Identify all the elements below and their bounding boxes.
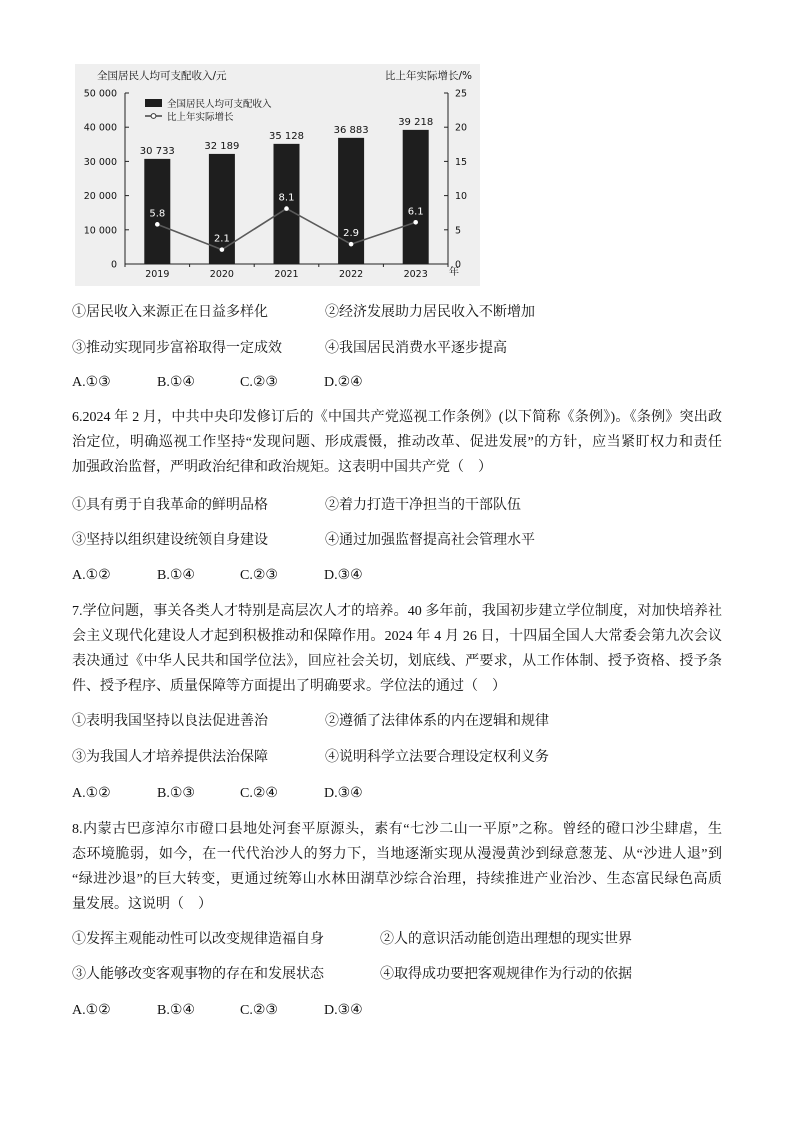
growth-point	[349, 242, 354, 247]
y-tick-left-label: 10 000	[83, 225, 117, 237]
q7-statement-3: ③为我国人才培养提供法治保障	[72, 750, 268, 765]
legend-line-marker	[151, 114, 156, 119]
q8-statement-1: ①发挥主观能动性可以改变规律造福自身	[72, 932, 324, 947]
q8-statement-2: ②人的意识活动能创造出理想的现实世界	[380, 932, 632, 947]
bar-2023	[403, 130, 429, 264]
bar-value-label: 36 883	[333, 124, 369, 136]
q7-stem-line: 件、授予程序、质量保障等方面提出了明确要求。学位法的通过（ ）	[72, 679, 506, 694]
y-tick-left-label: 0	[110, 259, 117, 271]
q6-stem-line: 加强政治监督，严明政治纪律和政治规矩。这表明中国共产党（ ）	[72, 460, 492, 475]
q5-statement-4: ④我国居民消费水平逐步提高	[325, 341, 507, 356]
q6-statement-2: ②着力打造干净担当的干部队伍	[325, 498, 521, 513]
q8-statement-4: ④取得成功要把客观规律作为行动的依据	[380, 967, 632, 982]
q7-statement-1: ①表明我国坚持以良法促进善治	[72, 714, 268, 729]
growth-label: 5.8	[149, 208, 166, 220]
growth-label: 6.1	[407, 206, 424, 218]
q8-stem-line: 态环境脆弱，如今，在一代代治沙人的努力下，当地逐渐实现从漫漫黄沙到绿意葱茏、从“沙进人退”到	[72, 847, 722, 862]
legend-bar-label: 全国居民人均可支配收入	[167, 99, 272, 110]
y-tick-right-label: 10	[455, 191, 468, 203]
q7-choice-a: A.①②	[72, 786, 111, 801]
y-tick-right-label: 25	[455, 88, 468, 100]
q7-stem-line: 表决通过《中华人民共和国学位法》，回应社会关切，划底线、严要求，从工作体制、授予资格、授予条	[72, 654, 722, 669]
q8-choice-c: C.②③	[240, 1003, 278, 1018]
y-tick-right-label: 15	[455, 156, 468, 168]
q7-stem-line: 7.学位问题，事关各类人才特别是高层次人才的培养。40 多年前，我国初步建立学位制度，对加快培养社	[72, 604, 722, 619]
bar-value-label: 39 218	[398, 116, 434, 128]
x-tick-label: 2021	[274, 269, 299, 280]
q5-statement-2: ②经济发展助力居民收入不断增加	[325, 305, 535, 320]
bar-2021	[274, 144, 300, 264]
x-tick-label: 2023	[403, 269, 428, 280]
right-axis-title: 比上年实际增长/%	[385, 70, 473, 82]
q7-choice-d: D.③④	[324, 786, 363, 801]
bar-value-label: 35 128	[269, 130, 304, 142]
y-tick-left-label: 30 000	[83, 156, 117, 168]
q5-choice-b: B.①④	[157, 375, 195, 390]
growth-point	[284, 206, 289, 211]
q8-statement-3: ③人能够改变客观事物的存在和发展状态	[72, 967, 324, 982]
q5-choice-d: D.②④	[324, 375, 363, 390]
q5-statement-3: ③推动实现同步富裕取得一定成效	[72, 341, 282, 356]
q6-statement-4: ④通过加强监督提高社会管理水平	[325, 533, 535, 548]
q6-statement-3: ③坚持以组织建设统领自身建设	[72, 533, 268, 548]
q7-statement-4: ④说明科学立法要合理设定权利义务	[325, 750, 549, 765]
growth-label: 2.1	[213, 233, 230, 245]
bar-value-label: 30 733	[139, 145, 175, 157]
y-tick-left-label: 40 000	[83, 122, 117, 134]
bar-value-label: 32 189	[204, 140, 240, 152]
q6-stem-line: 治定位，明确巡视工作坚持“发现问题、形成震慑，推动改革、促进发展”的方针，应当紧盯权力和责任	[72, 435, 722, 450]
income-chart	[75, 64, 480, 286]
q7-stem-line: 会主义现代化建设人才起到积极推动和保障作用。2024 年 4 月 26 日，十四届全国人大常委会第九次会议	[72, 629, 722, 644]
x-tick-label: 2020	[209, 269, 234, 280]
q7-choice-b: B.①③	[157, 786, 195, 801]
legend-bar-swatch	[145, 99, 162, 107]
q6-choice-c: C.②③	[240, 568, 278, 583]
x-axis-unit: 年	[449, 267, 459, 278]
y-tick-left-label: 20 000	[83, 191, 117, 203]
left-axis-title: 全国居民人均可支配收入/元	[97, 70, 227, 82]
q8-stem-line: 量发展。这说明（ ）	[72, 897, 212, 912]
growth-label: 2.9	[343, 228, 360, 240]
x-tick-label: 2022	[339, 269, 364, 280]
q8-stem-line: “绿进沙退”的巨大转变，更通过统筹山水林田湖草沙综合治理，持续推进产业治沙、生态富民绿色高质	[72, 872, 722, 887]
growth-point	[155, 222, 160, 227]
q6-choice-b: B.①④	[157, 568, 195, 583]
x-tick-label: 2019	[145, 269, 170, 280]
q8-choice-b: B.①④	[157, 1003, 195, 1018]
q5-choice-a: A.①③	[72, 375, 111, 390]
q7-choice-c: C.②④	[240, 786, 278, 801]
q5-choice-c: C.②③	[240, 375, 278, 390]
q7-statement-2: ②遵循了法律体系的内在逻辑和规律	[325, 714, 549, 729]
y-tick-right-label: 0	[455, 259, 462, 271]
y-tick-right-label: 5	[455, 225, 462, 237]
legend-line-label: 比上年实际增长	[167, 112, 234, 123]
q6-choice-a: A.①②	[72, 568, 111, 583]
q6-choice-d: D.③④	[324, 568, 363, 583]
y-tick-left-label: 50 000	[83, 88, 117, 100]
q8-choice-a: A.①②	[72, 1003, 111, 1018]
growth-label: 8.1	[278, 192, 295, 204]
growth-point	[220, 247, 225, 252]
y-tick-right-label: 20	[455, 122, 468, 134]
growth-point	[413, 220, 418, 225]
q8-stem-line: 8.内蒙古巴彦淖尔市磴口县地处河套平原源头，素有“七沙二山一平原”之称。曾经的磴口沙尘肆虐，生	[72, 822, 722, 837]
q6-statement-1: ①具有勇于自我革命的鲜明品格	[72, 498, 268, 513]
q6-stem-line: 6.2024 年 2 月，中共中央印发修订后的《中国共产党巡视工作条例》(以下简称《条例》)。《条例》突出政	[72, 410, 722, 425]
q5-statement-1: ①居民收入来源正在日益多样化	[72, 305, 268, 320]
q8-choice-d: D.③④	[324, 1003, 363, 1018]
